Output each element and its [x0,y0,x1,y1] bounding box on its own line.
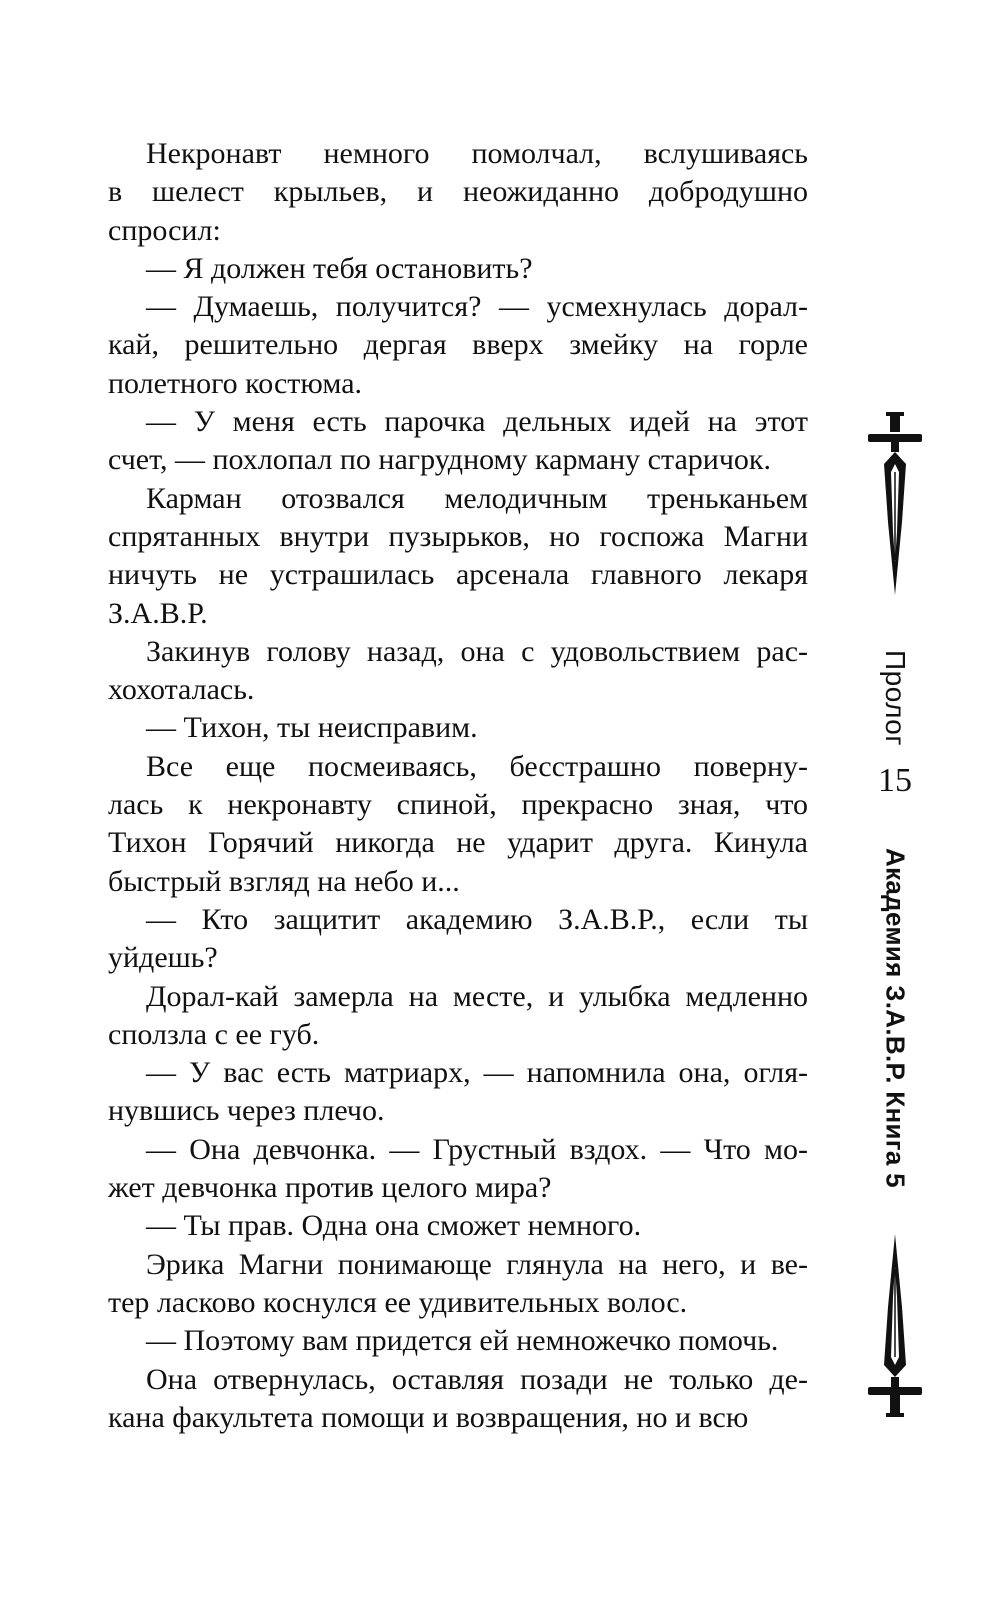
text-line: — Она девчонка. — Грустный вздох. — Что мо- [146,1132,808,1166]
body-text [108,135,808,1437]
paragraph [108,135,808,250]
text-line: — У меня есть парочка дельных идей на этот [146,405,808,439]
paragraph [108,403,808,480]
text-line: хохоталась. [108,673,255,707]
paragraph [108,633,808,710]
text-line: — Думаешь, получится? — усмехнулась дорал- [146,290,808,324]
text-line: в шелест крыльев, и неожиданно добродушно [108,175,808,209]
text-line: спрятанных внутри пузырьков, но госпожа Магни [108,519,808,553]
text-line: сползла с ее губ. [108,1017,320,1051]
paragraph [108,901,808,978]
text-line: Дорал-кай замерла на месте, и улыбка медленно [146,979,808,1013]
text-line: Тихон Горячий никогда не ударит друга. Кинула [108,826,808,860]
text-line: З.А.В.Р. [108,596,208,630]
dagger-ornament-top-icon [850,412,940,597]
dagger-ornament-bottom-icon [850,1232,940,1417]
text-line: — У вас есть матриарх, — напомнила она, огля- [146,1056,808,1090]
text-line: Эрика Магни понимающе глянула на него, и ве- [146,1247,808,1281]
text-line: жет девчонка против целого мира? [108,1171,552,1205]
side-margin [850,0,940,1616]
text-line: счет, — похлопал по нагрудному карману старичок. [108,443,771,477]
text-line: кана факультета помощи и возвращения, но и всю [108,1400,749,1434]
text-line: тер ласково коснулся ее удивительных волос. [108,1285,688,1319]
paragraph [108,1322,808,1360]
text-line: Закинув голову назад, она с удовольствием рас- [146,634,808,668]
text-line: Карман отозвался мелодичным треньканьем [146,481,808,515]
paragraph [108,709,808,747]
paragraph [108,978,808,1055]
chapter-label: Пролог [880,650,911,747]
text-line: — Поэтому вам придется ей немножечко помочь. [146,1324,779,1358]
text-line: уйдешь? [108,941,218,975]
text-line: спросил: [108,213,221,247]
book-title: Академия З.А.В.Р. Книга 5 [880,848,911,1188]
paragraph [108,1207,808,1245]
text-line: Некронавт немного помолчал, вслушиваясь [146,137,808,170]
text-line: — Кто защитит академию З.А.В.Р., если ты [146,902,808,936]
text-line: лась к некронавту спиной, прекрасно зная, что [108,788,808,822]
text-line: Она отвернулась, оставляя позади не только де- [146,1362,808,1396]
paragraph [108,480,808,633]
page-number: 15 [878,762,912,799]
text-line: — Я должен тебя остановить? [146,251,533,285]
text-line: Все еще посмеиваясь, бесстрашно поверну- [146,749,808,783]
paragraph [108,748,808,901]
paragraph [108,288,808,403]
text-line: нувшись через плечо. [108,1094,385,1128]
text-line: — Тихон, ты неисправим. [146,711,478,745]
paragraph [108,1131,808,1208]
text-line: полетного костюма. [108,366,363,400]
paragraph [108,1361,808,1438]
text-line: — Ты прав. Одна она сможет немного. [146,1209,642,1243]
paragraph [108,1246,808,1323]
paragraph [108,1054,808,1131]
text-line: быстрый взгляд на небо и... [108,864,460,898]
text-line: ничуть не устрашилась арсенала главного лекаря [108,558,808,592]
text-line: кай, решительно дергая вверх змейку на горле [108,328,808,362]
paragraph [108,250,808,288]
